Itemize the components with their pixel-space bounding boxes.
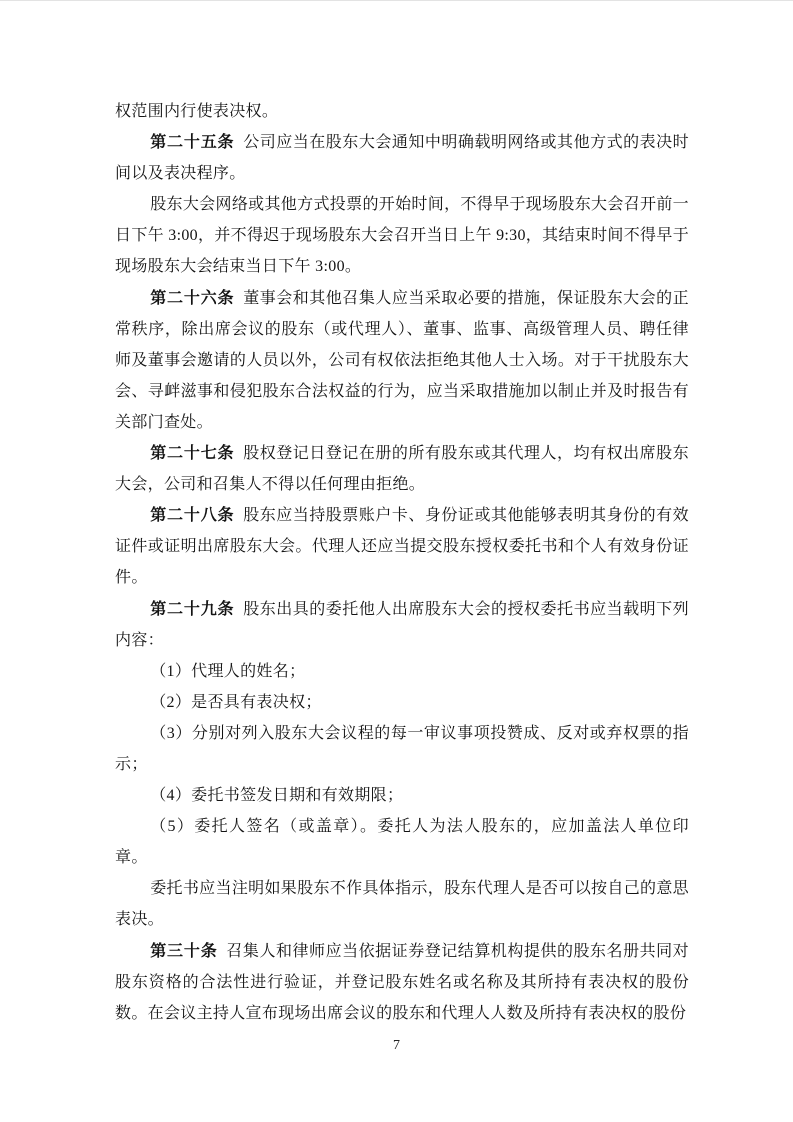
paragraph (115, 656, 689, 687)
paragraph-text: （5）委托人签名（或盖章）。委托人为法人股东的，应加盖法人单位印章。 (115, 818, 689, 867)
paragraph-text: 召集人和律师应当依据证券登记结算机构提供的股东名册共同对股东资格的合法性进行验证，并登记股东姓名或名称及其所持有表决权的股份数。在会议主持人宣布现场出席会议的股东和代理人人数及所持有表决权的股份 (115, 942, 689, 1022)
article-number: 第二十八条 (150, 507, 235, 525)
paragraph-text: （1）代理人的姓名； (150, 662, 306, 680)
paragraph (115, 687, 689, 718)
paragraph (115, 96, 689, 127)
paragraph-text: 股东出具的委托他人出席股东大会的授权委托书应当载明下列内容： (115, 600, 690, 649)
paragraph-text: 权范围内行使表决权。 (115, 103, 279, 120)
paragraph-text: （3）分别对列入股东大会议程的每一审议事项投赞成、反对或弃权票的指示； (115, 724, 689, 773)
paragraph-text: 董事会和其他召集人应当采取必要的措施，保证股东大会的正常秩序，除出席会议的股东（或代理人）、董事、监事、高级管理人员、聘任律师及董事会邀请的人员以外，公司有权依法拒绝其他人士入场。对于干扰股东大会、寻衅滋事和侵犯股东合法权益的行为，应当采取措施加以制止并及时报告有关部门查处。 (115, 289, 690, 431)
paragraph-text: 股权登记日登记在册的所有股东或其代理人，均有权出席股东大会，公司和召集人不得以任何理由拒绝。 (115, 445, 690, 494)
paragraph-text: 公司应当在股东大会通知中明确载明网络或其他方式的表决时间以及表决程序。 (115, 134, 690, 183)
paragraph-text: 股东大会网络或其他方式投票的开始时间，不得早于现场股东大会召开前一日下午 3:00，并不得迟于现场股东大会召开当日上午 9:30，其结束时间不得早于现场股东大会结束当日下午 3:00。 (115, 196, 690, 276)
article-number: 第二十九条 (150, 600, 235, 618)
paragraph-text: （4）委托书签发日期和有效期限； (150, 787, 404, 805)
paragraph (115, 283, 689, 438)
paragraph-text: 股东应当持股票账户卡、身份证或其他能够表明其身份的有效证件或证明出席股东大会。代理人还应当提交股东授权委托书和个人有效身份证件。 (115, 507, 690, 587)
article-number: 第二十五条 (150, 134, 235, 152)
paragraph (115, 500, 689, 593)
document-body (115, 96, 689, 1029)
paragraph (115, 718, 689, 780)
paragraph (115, 780, 689, 811)
page-number: 7 (393, 1038, 400, 1053)
paragraph (115, 127, 689, 189)
article-number: 第二十六条 (150, 289, 235, 307)
page-footer (0, 1037, 793, 1055)
paragraph (115, 873, 689, 935)
paragraph (115, 438, 689, 500)
paragraph (115, 189, 689, 282)
paragraph-text: （2）是否具有表决权； (150, 693, 322, 711)
paragraph (115, 811, 689, 873)
paragraph (115, 936, 689, 1029)
paragraph (115, 594, 689, 656)
article-number: 第二十七条 (150, 445, 235, 463)
paragraph-text: 委托书应当注明如果股东不作具体指示，股东代理人是否可以按自己的意思表决。 (115, 880, 689, 929)
article-number: 第三十条 (150, 942, 218, 960)
